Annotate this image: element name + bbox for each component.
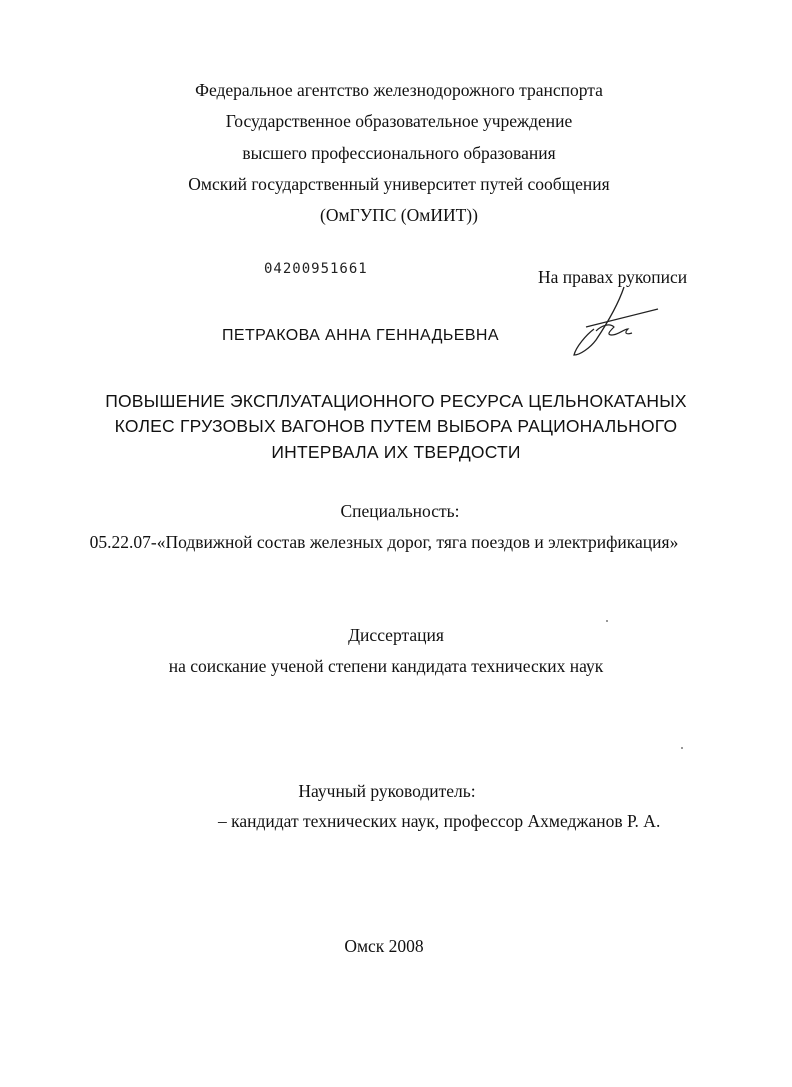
agency-name: Федеральное агентство железнодорожного транспорта	[195, 80, 603, 100]
scan-speck	[681, 747, 683, 749]
dissertation-title-line-3: ИНТЕРВАЛА ИХ ТВЕРДОСТИ	[271, 442, 521, 462]
dissertation-title-line-1: ПОВЫШЕНИЕ ЭКСПЛУАТАЦИОННОГО РЕСУРСА ЦЕЛЬНОКАТАНЫХ	[105, 391, 687, 411]
supervisor-name: – кандидат технических наук, профессор Ахмеджанов Р. А.	[218, 811, 661, 831]
registration-number: 04200951661	[264, 261, 368, 277]
author-signature	[566, 285, 666, 360]
institution-type: Государственное образовательное учреждение	[225, 111, 573, 131]
dissertation-label: Диссертация	[348, 625, 444, 645]
specialty-value: 05.22.07-«Подвижной состав железных дорог, тяга поездов и электрификация»	[89, 532, 679, 552]
degree-description: на соискание ученой степени кандидата технических наук	[168, 656, 604, 676]
city-year: Омск 2008	[344, 936, 424, 956]
scan-speck	[606, 620, 608, 622]
author-name: ПЕТРАКОВА АННА ГЕННАДЬЕВНА	[222, 327, 499, 344]
education-level: высшего профессионального образования	[242, 143, 556, 163]
university-abbreviation: (ОмГУПС (ОмИИТ))	[320, 205, 478, 225]
university-name: Омский государственный университет путей сообщения	[188, 174, 610, 194]
specialty-label: Специальность:	[340, 501, 460, 521]
manuscript-note: На правах рукописи	[538, 267, 688, 287]
dissertation-title-line-2: КОЛЕС ГРУЗОВЫХ ВАГОНОВ ПУТЕМ ВЫБОРА РАЦИОНАЛЬНОГО	[114, 416, 678, 436]
supervisor-label: Научный руководитель:	[298, 781, 476, 801]
